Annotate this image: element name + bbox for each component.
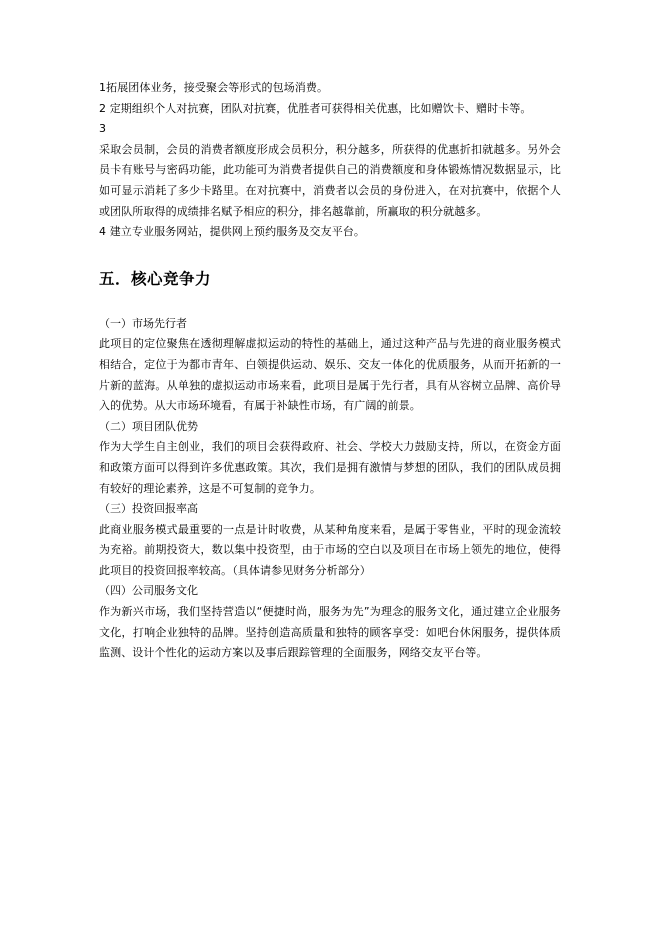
list-item-1: 1拓展团体业务，接受聚会等形式的包场消费。 [99, 81, 329, 94]
subsection-title-1: （一）市场先行者 [99, 316, 187, 330]
list-item-4: 4 建立专业服务网站，提供网上预约服务及交友平台。 [99, 225, 365, 239]
document-page [99, 78, 561, 664]
list-item-3-body: 采取会员制，会员的消费者额度形成会员积分，积分越多，所获得的优惠折扣就越多。另外会员卡有账号与密码功能，此功能可为消费者提供自己的消费额度和身体锻炼情况数据显示，比如可显示消耗了多少卡路里。在对抗赛中，消费者以会员的身份进入，在对抗赛中，依据个人或团队所取得的成绩排名赋予相应的积分，排名越靠前，所赢取的积分就越多。 [99, 142, 561, 218]
subsection-title-2: （二）项目团队优势 [99, 419, 198, 433]
subsection-body-1: 此项目的定位聚焦在透彻理解虚拟运动的特性的基础上，通过这种产品与先进的商业服务模式相结合，定位于为都市青年、白领提供运动、娱乐、交友一体化的优质服务，从而开拓新的一片新的蓝海。从单独的虚拟运动市场来看，此项目是属于先行者，具有从容树立品牌、高价导入的优势。从大市场环境看，有属于补缺性市场，有广阔的前景。 [99, 337, 561, 413]
subsection-title-3: （三）投资回报率高 [99, 502, 198, 516]
subsection-title-4: （四）公司服务文化 [99, 584, 198, 598]
list-item-2: 2 定期组织个人对抗赛，团队对抗赛，优胜者可获得相关优惠，比如赠饮卡、赠时卡等。 [99, 101, 532, 115]
subsection-body-3: 此商业服务模式最重要的一点是计时收费，从某种角度来看，是属于零售业，平时的现金流较为充裕。前期投资大，数以集中投资型，由于市场的空白以及项目在市场上领先的地位，使得此项目的投资回报率较高。（具体请参见财务分析部分） [99, 522, 561, 577]
list-item-3-number: 3 [99, 122, 107, 136]
subsection-body-2: 作为大学生自主创业，我们的项目会获得政府、社会、学校大力鼓励支持，所以，在资金方面和政策方面可以得到许多优惠政策。其次，我们是拥有激情与梦想的团队，我们的团队成员拥有较好的理论素养，这是不可复制的竞争力。 [99, 440, 561, 495]
subsection-body-4: 作为新兴市场，我们坚持营造以“便捷时尚，服务为先”为理念的服务文化，通过建立企业服务文化，打响企业独特的品牌。坚持创造高质量和独特的顾客享受：如吧台休闲服务，提供体质监测、设计个性化的运动方案以及事后跟踪管理的全面服务，网络交友平台等。 [99, 605, 561, 660]
section-heading: 五．核心竞争力 [99, 269, 212, 288]
